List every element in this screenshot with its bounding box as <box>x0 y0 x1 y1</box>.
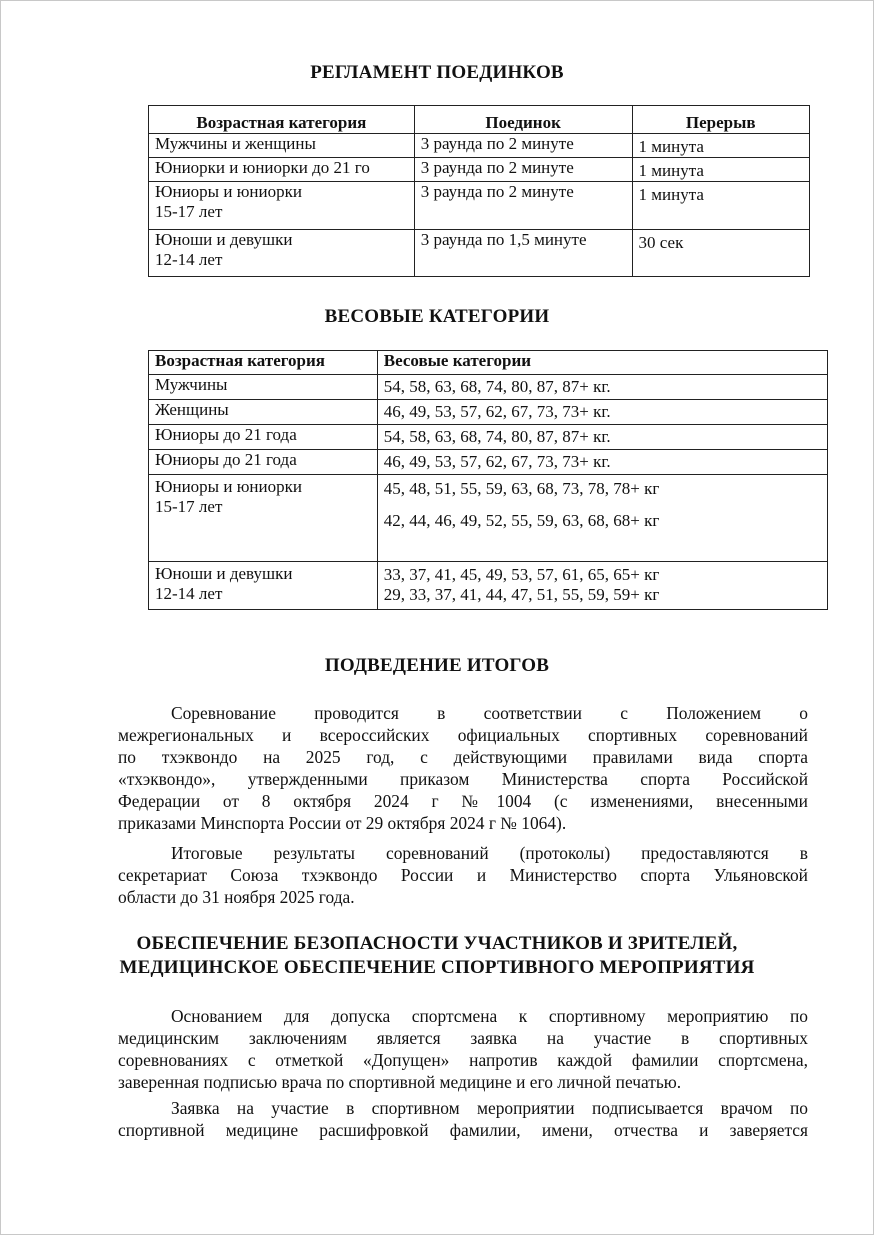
weight-category-cell <box>149 400 378 425</box>
weight-category-cell <box>149 475 378 562</box>
table-row <box>149 375 828 400</box>
paragraph-line: соревнованиях с отметкой «Допущен» напротив каждой фамилии спортсмена, <box>118 1050 808 1070</box>
category-line: Юноши и девушки <box>155 564 293 583</box>
regulation-bout-cell: 3 раунда по 2 минуте <box>414 182 632 230</box>
category-line: Юниорки и юниорки до 21 го <box>155 158 370 177</box>
safety-paragraph-1 <box>118 1005 808 1093</box>
category-line: Женщины <box>155 400 229 419</box>
regulation-break-cell: 30 сек <box>632 230 809 277</box>
category-line: 15-17 лет <box>155 497 223 516</box>
weights-line: 42, 44, 46, 49, 52, 55, 59, 63, 68, 68+ кг <box>383 511 660 530</box>
category-line: 12-14 лет <box>155 250 223 269</box>
paragraph-line: по тхэквондо на 2025 год, с действующими правилами вида спорта <box>118 747 808 767</box>
weight-header-category: Возрастная категория <box>149 351 378 375</box>
paragraph-line: «тхэквондо», утвержденными приказом Министерства спорта Российской <box>118 769 808 789</box>
results-paragraph-1 <box>118 702 808 834</box>
category-line: Юниоры до 21 года <box>155 450 297 469</box>
table-row <box>149 475 828 562</box>
paragraph-line: Итоговые результаты соревнований (протоколы) предоставляются в <box>171 843 808 863</box>
weight-values-cell <box>377 450 827 475</box>
regulation-category-cell <box>149 182 415 230</box>
paragraph-line: Основанием для допуска спортсмена к спортивному мероприятию по <box>171 1006 808 1026</box>
regulation-break-cell: 1 минута <box>632 134 809 158</box>
category-line: Юниоры и юниорки <box>155 477 302 496</box>
category-line: Мужчины <box>155 375 228 394</box>
regulation-table <box>148 105 810 277</box>
weights-line: 29, 33, 37, 41, 44, 47, 51, 55, 59, 59+ кг <box>383 585 660 604</box>
category-line: Юниоры и юниорки <box>155 182 302 201</box>
weights-line: 54, 58, 63, 68, 74, 80, 87, 87+ кг. <box>383 377 611 396</box>
weight-category-cell <box>149 375 378 400</box>
regulation-header-category: Возрастная категория <box>149 106 415 134</box>
weights-line: 33, 37, 41, 45, 49, 53, 57, 61, 65, 65+ кг <box>383 565 660 584</box>
category-line: 12-14 лет <box>155 584 223 603</box>
weights-line: 46, 49, 53, 57, 62, 67, 73, 73+ кг. <box>383 402 611 421</box>
category-line: 15-17 лет <box>155 202 223 221</box>
regulation-category-cell <box>149 230 415 277</box>
paragraph-line: Соревнование проводится в соответствии с Положением о <box>171 703 808 723</box>
weight-category-cell <box>149 562 378 610</box>
paragraph-line: секретариат Союза тхэквондо России и Министерство спорта Ульяновской <box>118 865 808 885</box>
weight-values-cell <box>377 475 827 562</box>
regulation-title: РЕГЛАМЕНТ ПОЕДИНКОВ <box>310 62 564 83</box>
paragraph-line: области до 31 ноября 2025 года. <box>118 887 355 907</box>
regulation-bout-cell: 3 раунда по 2 минуте <box>414 158 632 182</box>
regulation-bout-cell: 3 раунда по 1,5 минуте <box>414 230 632 277</box>
paragraph-line: спортивной медицине расшифровкой фамилии, имени, отчества и заверяется <box>118 1120 808 1140</box>
table-row <box>149 134 810 158</box>
table-row <box>149 230 810 277</box>
weight-values-cell <box>377 375 827 400</box>
regulation-bout-cell: 3 раунда по 2 минуте <box>414 134 632 158</box>
table-row <box>149 400 828 425</box>
table-row <box>149 450 828 475</box>
paragraph-line: заверенная подписью врача по спортивной медицине и его личной печатью. <box>118 1072 682 1092</box>
category-line: Юниоры до 21 года <box>155 425 297 444</box>
regulation-break-cell: 1 минута <box>632 182 809 230</box>
regulation-break-cell: 1 минута <box>632 158 809 182</box>
paragraph-line: межрегиональных и всероссийских официальных спортивных соревнований <box>118 725 808 745</box>
weight-header-row <box>149 351 828 375</box>
weight-values-cell <box>377 400 827 425</box>
table-row <box>149 425 828 450</box>
regulation-header-bout: Поединок <box>414 106 632 134</box>
regulation-header-break: Перерыв <box>632 106 809 134</box>
weights-line: 45, 48, 51, 55, 59, 63, 68, 73, 78, 78+ кг <box>383 479 660 498</box>
category-line: Мужчины и женщины <box>155 134 316 153</box>
category-line: Юноши и девушки <box>155 230 293 249</box>
paragraph-line: приказами Минспорта России от 29 октября 2024 г № 1064). <box>118 813 567 833</box>
weight-category-cell <box>149 450 378 475</box>
table-row <box>149 182 810 230</box>
safety-title-line-2: МЕДИЦИНСКОЕ ОБЕСПЕЧЕНИЕ СПОРТИВНОГО МЕРОПРИЯТИЯ <box>119 957 755 978</box>
safety-paragraph-2 <box>118 1097 808 1141</box>
table-row <box>149 562 828 610</box>
weight-category-cell <box>149 425 378 450</box>
weight-values-cell <box>377 562 827 610</box>
weight-values-cell <box>377 425 827 450</box>
results-paragraph-2 <box>118 842 808 908</box>
results-title: ПОДВЕДЕНИЕ ИТОГОВ <box>324 655 550 676</box>
weight-title: ВЕСОВЫЕ КАТЕГОРИИ <box>324 306 550 327</box>
regulation-header-row <box>149 106 810 134</box>
paragraph-line: Федерации от 8 октября 2024 г №1004 (с изменениями, внесенными <box>118 791 808 811</box>
safety-title-line-1: ОБЕСПЕЧЕНИЕ БЕЗОПАСНОСТИ УЧАСТНИКОВ И ЗРИТЕЛЕЙ, <box>136 933 738 954</box>
regulation-category-cell <box>149 158 415 182</box>
weight-header-weights: Весовые категории <box>377 351 827 375</box>
weights-line: 54, 58, 63, 68, 74, 80, 87, 87+ кг. <box>383 427 611 446</box>
paragraph-line: медицинским заключениям является заявка на участие в спортивных <box>118 1028 808 1048</box>
weights-line: 46, 49, 53, 57, 62, 67, 73, 73+ кг. <box>383 452 611 471</box>
regulation-category-cell <box>149 134 415 158</box>
table-row <box>149 158 810 182</box>
weight-table <box>148 350 828 610</box>
paragraph-line: Заявка на участие в спортивном мероприятии подписывается врачом по <box>171 1098 808 1118</box>
